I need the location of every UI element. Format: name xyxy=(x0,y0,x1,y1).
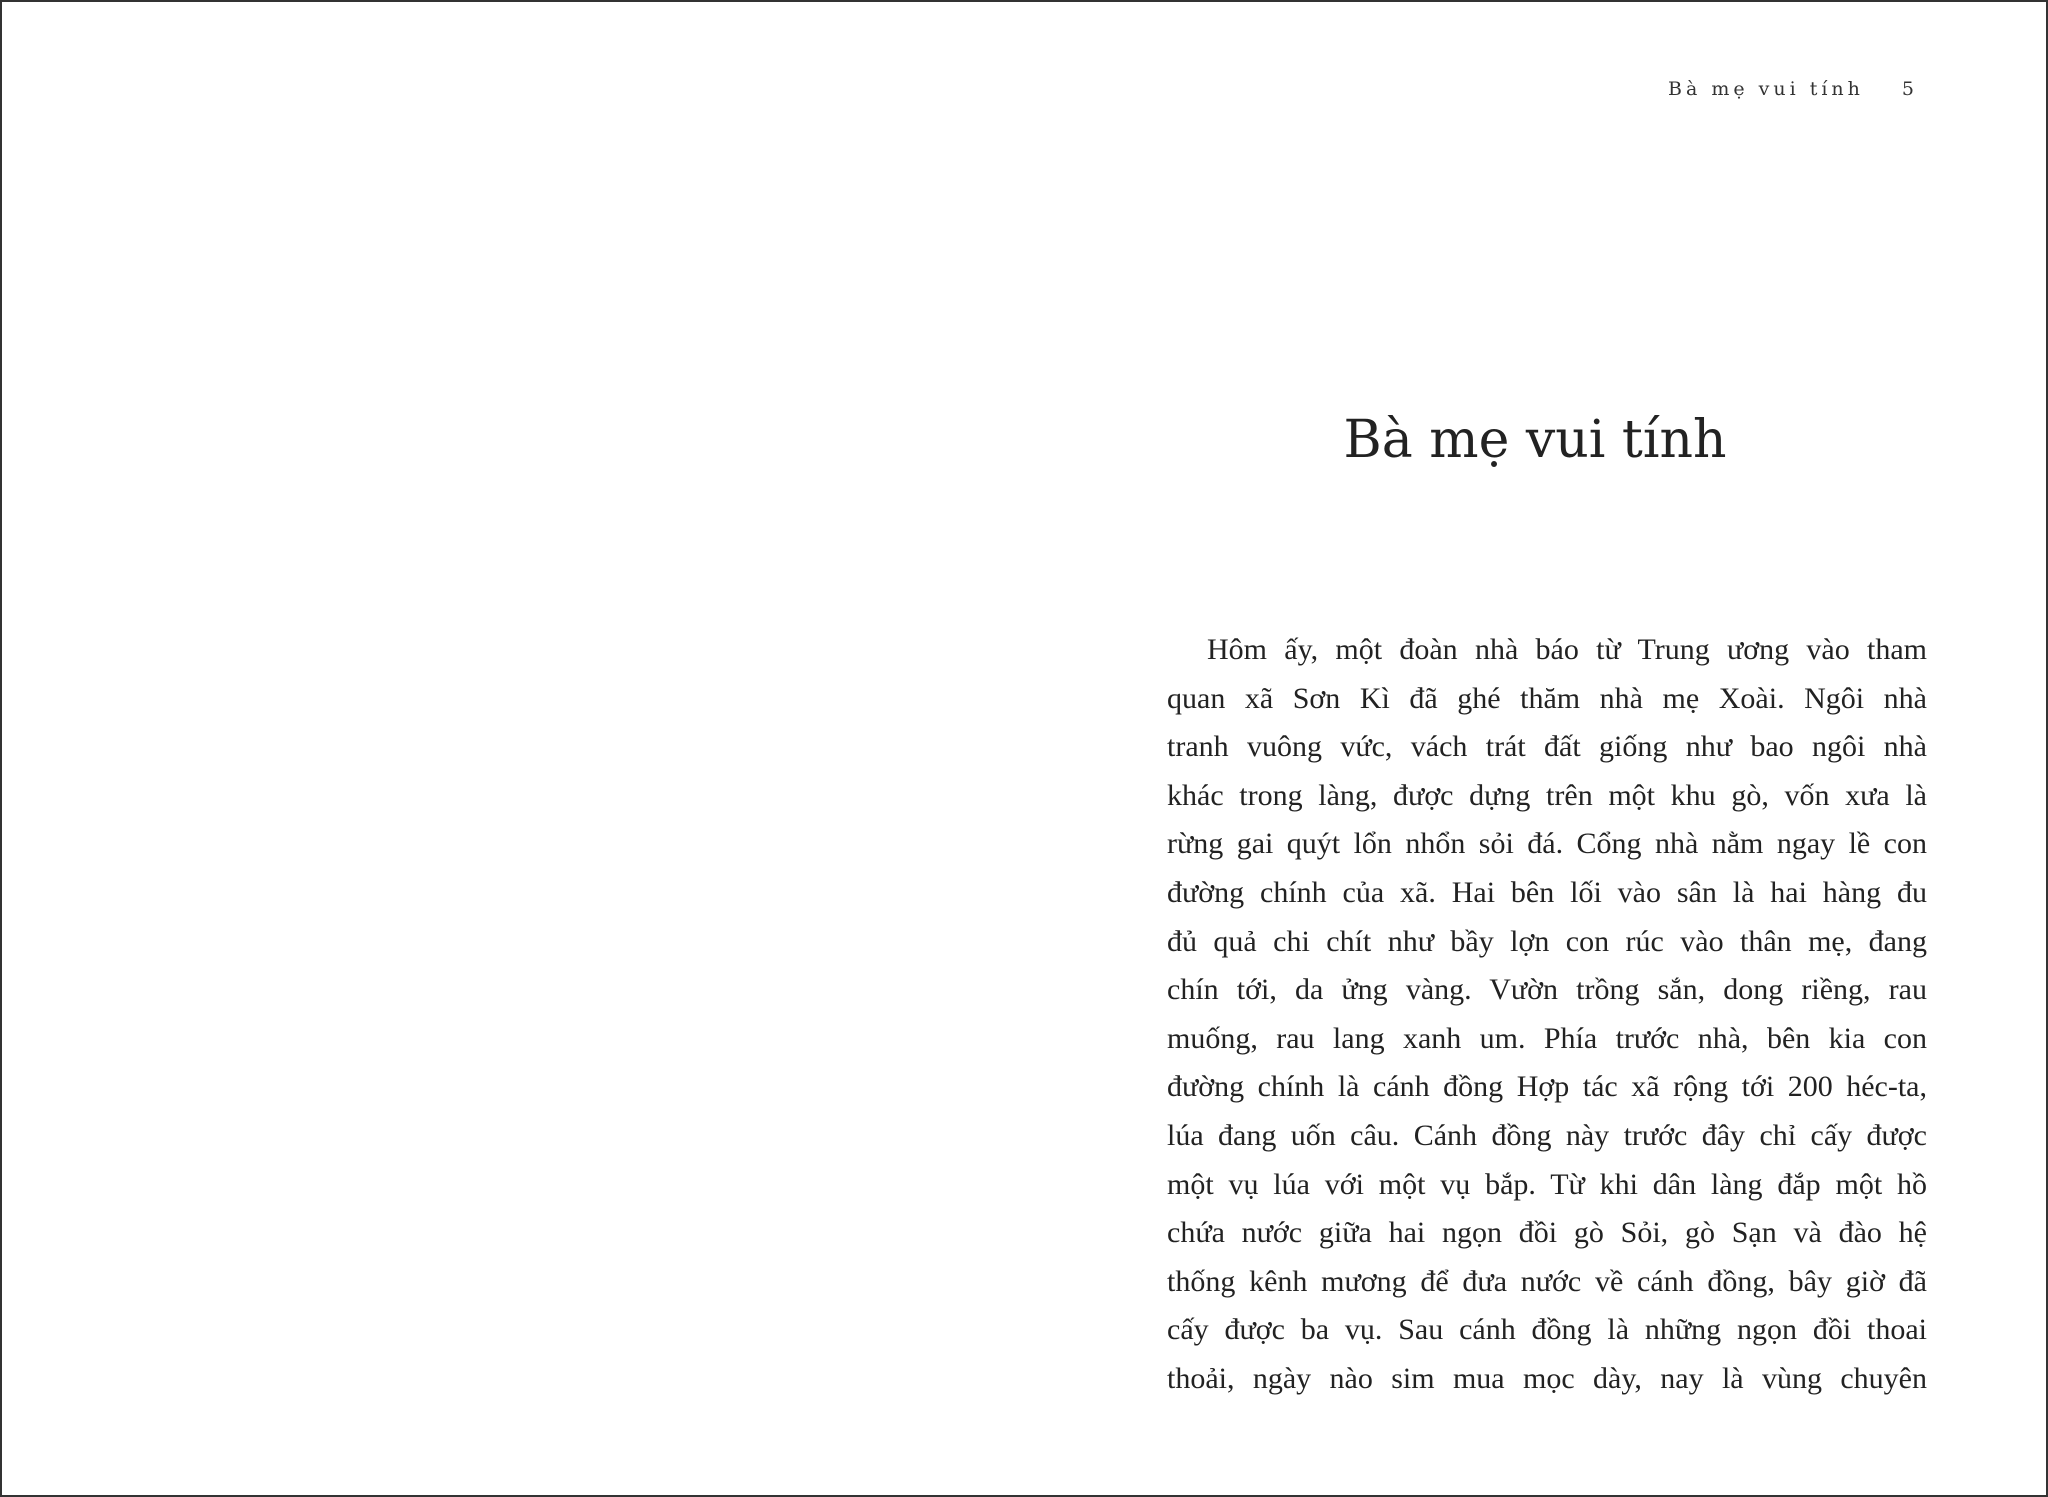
page-number: 5 xyxy=(1901,78,1914,100)
text-line: quan xã Sơn Kì đã ghé thăm nhà mẹ Xoài. Ngôi nhà xyxy=(1167,681,1927,715)
chapter-title: Bà mẹ vui tính xyxy=(1343,410,1727,470)
running-header xyxy=(1668,78,1914,100)
right-page xyxy=(1022,0,2048,1497)
running-title: Bà mẹ vui tính xyxy=(1668,78,1864,100)
text-line: cấy được ba vụ. Sau cánh đồng là những ngọn đồi thoai xyxy=(1167,1313,1927,1347)
text-line: thống kênh mương để đưa nước về cánh đồng, bây giờ đã xyxy=(1167,1264,1927,1298)
text-line: lúa đang uốn câu. Cánh đồng này trước đây chỉ cấy được xyxy=(1167,1118,1927,1152)
text-line: một vụ lúa với một vụ bắp. Từ khi dân làng đắp một hồ xyxy=(1167,1167,1927,1201)
text-line: chứa nước giữa hai ngọn đồi gò Sỏi, gò Sạn và đào hệ xyxy=(1167,1216,1927,1250)
text-line: Hôm ấy, một đoàn nhà báo từ Trung ương vào tham xyxy=(1207,633,1927,666)
text-line: đủ quả chi chít như bầy lợn con rúc vào thân mẹ, đang xyxy=(1167,924,1927,958)
text-line: thoải, ngày nào sim mua mọc dày, nay là vùng chuyên xyxy=(1167,1361,1927,1395)
text-line: khác trong làng, được dựng trên một khu gò, vốn xưa là xyxy=(1167,778,1927,812)
text-line: chín tới, da ửng vàng. Vườn trồng sắn, dong riềng, rau xyxy=(1167,973,1927,1007)
text-line: tranh vuông vức, vách trát đất giống như bao ngôi nhà xyxy=(1167,730,1927,764)
text-line: đường chính của xã. Hai bên lối vào sân là hai hàng đu xyxy=(1167,875,1927,909)
text-line: muống, rau lang xanh um. Phía trước nhà, bên kia con xyxy=(1167,1021,1927,1055)
text-line: đường chính là cánh đồng Hợp tác xã rộng tới 200 héc-ta, xyxy=(1167,1070,1927,1104)
text-line: rừng gai quýt lổn nhổn sỏi đá. Cổng nhà nằm ngay lề con xyxy=(1167,827,1927,861)
body-paragraph xyxy=(1167,626,1927,1404)
